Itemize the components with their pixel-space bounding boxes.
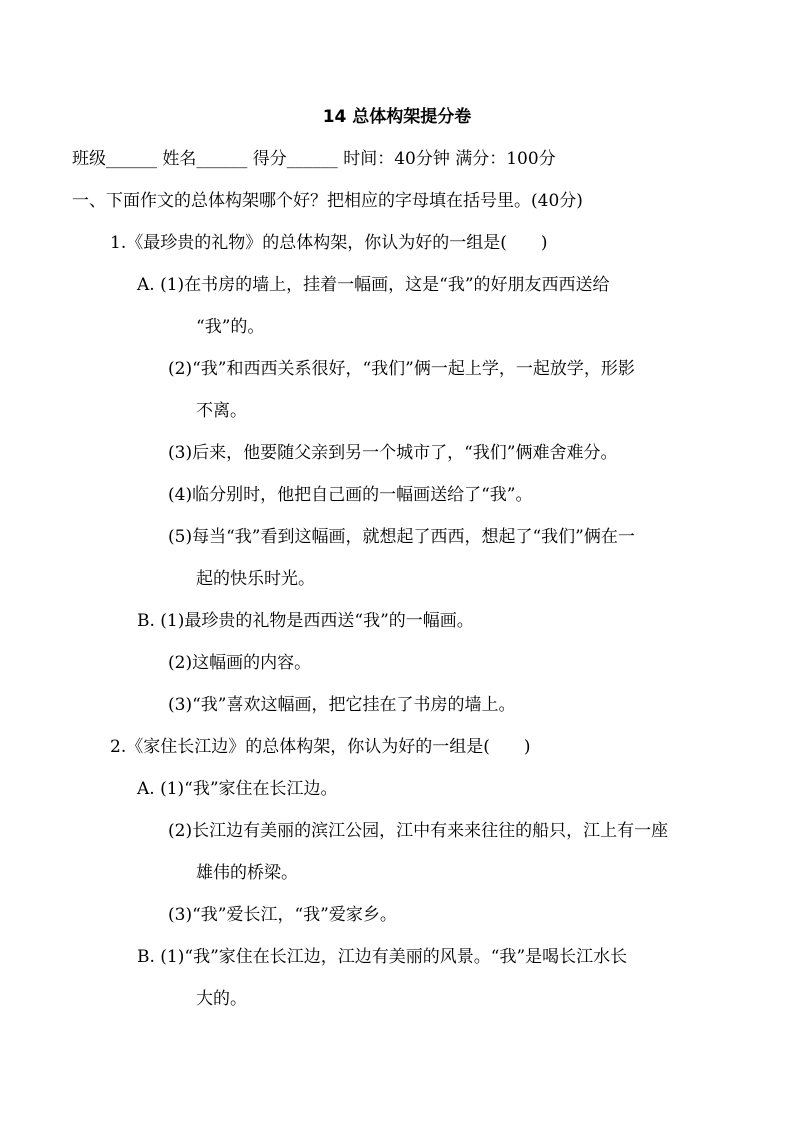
q1-option-a-item-5: (5)每当“我”看到这幅画，就想起了西西，想起了“我们”俩在一 (168, 527, 635, 547)
q1-option-a-item-1-cont: “我”的。 (196, 317, 265, 337)
q1-option-a-item-1: A. (1)在书房的墙上，挂着一幅画，这是“我”的好朋友西西送给 (137, 275, 610, 295)
q1-option-b-item-3: (3)“我”喜欢这幅画，把它挂在了书房的墙上。 (168, 695, 516, 715)
q2-option-b-item-1-cont: 大的。 (196, 989, 247, 1009)
q1-option-b-item-1: B. (1)最珍贵的礼物是西西送“我”的一幅画。 (137, 611, 474, 631)
question-2-stem: 2.《家住长江边》的总体构架，你认为好的一组是( ) (110, 737, 531, 757)
q2-option-a-item-1: A. (1)“我”家住在长江边。 (137, 779, 338, 799)
section-heading: 一、下面作文的总体构架哪个好？把相应的字母填在括号里。(40分) (72, 191, 583, 211)
q2-option-b-item-1: B. (1)“我”家住在长江边，江边有美丽的风景。“我”是喝长江水长 (137, 947, 628, 967)
q1-option-b-item-2: (2)这幅画的内容。 (168, 653, 312, 673)
q1-option-a-item-5-cont: 起的快乐时光。 (196, 569, 315, 589)
question-1-stem: 1.《最珍贵的礼物》的总体构架，你认为好的一组是( ) (110, 233, 548, 253)
q1-option-a-item-2: (2)“我”和西西关系很好，“我们”俩一起上学，一起放学，形影 (168, 359, 635, 379)
page-title: 14 总体构架提分卷 (322, 107, 472, 127)
q1-option-a-item-4: (4)临分别时，他把自己画的一幅画送给了“我”。 (168, 485, 533, 505)
q1-option-a-item-3: (3)后来，他要随父亲到另一个城市了，“我们”俩难舍难分。 (168, 443, 618, 463)
q2-option-a-item-2-cont: 雄伟的桥梁。 (196, 863, 298, 883)
info-line: 班级______ 姓名______ 得分______ 时间：40分钟 满分：100分 (72, 149, 556, 169)
q1-option-a-item-2-cont: 不离。 (196, 401, 247, 421)
q2-option-a-item-2: (2)长江边有美丽的滨江公园，江中有来来往往的船只，江上有一座 (168, 821, 669, 841)
q2-option-a-item-3: (3)“我”爱长江，“我”爱家乡。 (168, 905, 397, 925)
